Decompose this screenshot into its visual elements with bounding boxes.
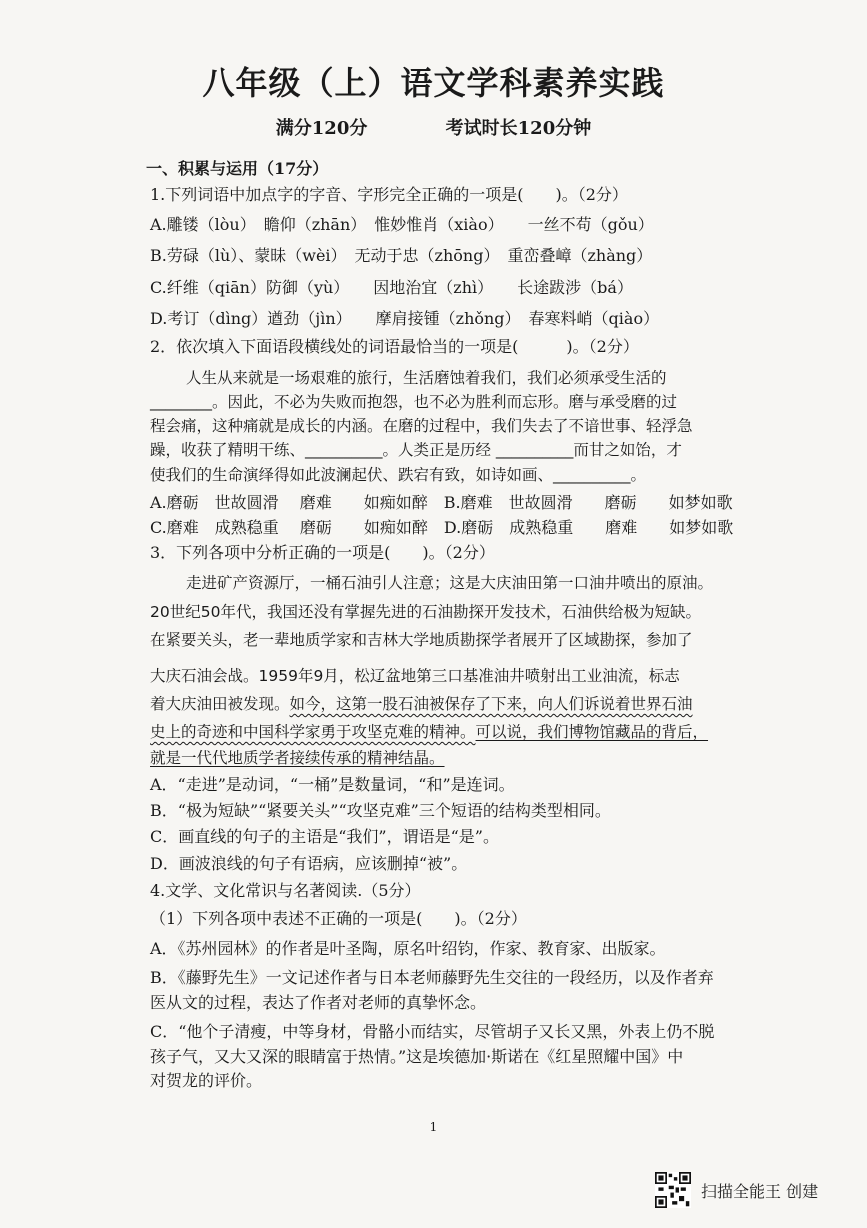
q3-option-a: A．“走进”是动词，“一桶”是数量词，“和”是连词。	[150, 775, 515, 794]
q1-option-b: B.劳碌（lù）、蒙昧（wèi） 无动于忠（zhōng） 重峦叠嶂（zhàng）	[150, 246, 653, 265]
q3-passage-line-2: 20世纪50年代，我国还没有掌握先进的石油勘探开发技术，石油供给极为短缺。	[150, 603, 701, 621]
q4-option-b-line-1: B．《藤野先生》一文记述作者与日本老师藤野先生交往的一段经历，以及作者弃	[150, 968, 714, 987]
q2-passage-line-3: 程会痛，这种痛就是成长的内涵。在磨的过程中，我们失去了不谙世事、轻浮急	[150, 417, 693, 435]
q1-option-c: C.纤维（qiān）防御（yù） 因地治宜（zhì） 长途跋涉（bá）	[150, 278, 633, 297]
q3-passage-line-7	[150, 746, 445, 768]
exam-title: 八年级（上）语文学科素养实践	[202, 64, 665, 102]
q2-passage-line-5: 使我们的生命演绎得如此波澜起伏、跌宕有致，如诗如画、__________。	[150, 466, 647, 484]
q4-option-a: A．《苏州园林》的作者是叶圣陶，原名叶绍钧，作家、教育家、出版家。	[150, 939, 666, 958]
q3-wavy-sentence-part-2: 史上的奇迹和中国科学家勇于攻坚克难的精神。	[150, 723, 476, 741]
q3-underlined-sentence-part-2: 就是一代代地质学者接续传承的精神结晶。	[150, 749, 445, 767]
q4-option-c-line-1: C．“他个子清瘦，中等身材，骨骼小而结实，尽管胡子又长又黑，外表上仍不脱	[150, 1022, 715, 1041]
q2-options-cd: C.磨难 成熟稳重 磨砺 如痴如醉 D.磨砺 成熟稳重 磨难 如梦如歌	[150, 518, 734, 537]
q3-stem: 3．下列各项中分析正确的一项是( )。（2分）	[150, 543, 495, 562]
q3-option-c: C．画直线的句子的主语是“我们”，谓语是“是”。	[150, 827, 499, 846]
scanner-watermark	[655, 1172, 818, 1208]
qr-code-icon	[655, 1172, 691, 1208]
q3-passage-line-5	[150, 692, 693, 714]
q2-passage-line-2: ________。因此，不必为失败而抱怨，也不必为胜利而忘形。磨与承受磨的过	[150, 393, 678, 411]
q4-sub1-stem: （1）下列各项中表述不正确的一项是( )。（2分）	[150, 909, 527, 928]
q1-stem: 1.下列词语中加点字的字音、字形完全正确的一项是( )。（2分）	[150, 185, 628, 204]
q3-passage-line-4: 大庆石油会战。1959年9月，松辽盆地第三口基准油井喷射出工业油流，标志	[150, 667, 680, 685]
watermark-text: 扫描全能王 创建	[701, 1181, 819, 1201]
q3-wavy-sentence-part-1: 如今，这第一股石油被保存了下来，向人们诉说着世界石油	[289, 695, 693, 713]
q4-stem: 4.文学、文化常识与名著阅读.（5分）	[150, 881, 421, 900]
page-number: 1	[429, 1120, 438, 1134]
full-score: 满分120分	[275, 118, 368, 139]
q1-option-a: A.雕镂（lòu） 瞻仰（zhān） 惟妙惟肖（xiào） 一丝不苟（gǒu）	[150, 215, 654, 234]
q2-passage-line-4: 躁，收获了精明干练、__________。人类正是历经 __________而甘之如饴，才	[150, 441, 682, 459]
q3-passage-line-6	[150, 720, 708, 742]
exam-subtitle	[0, 114, 867, 140]
q3-option-b: B．“极为短缺”“紧要关头”“攻坚克难”三个短语的结构类型相同。	[150, 801, 611, 820]
q1-option-d: D.考订（dìng）遒劲（jìn） 摩肩接锺（zhǒng） 春寒料峭（qiào）	[150, 309, 660, 328]
q4-option-c-line-2: 孩子气，又大又深的眼睛富于热情。”这是埃德加·斯诺在《红星照耀中国》中	[150, 1047, 684, 1066]
q4-option-b-line-2: 医从文的过程，表达了作者对老师的真挚怀念。	[150, 993, 487, 1012]
q3-passage-line-3: 在紧要关头，老一辈地质学家和吉林大学地质勘探学者展开了区域勘探，参加了	[150, 631, 693, 649]
exam-duration: 考试时长120分钟	[445, 118, 592, 139]
q2-options-ab: A.磨砺 世故圆滑 磨难 如痴如醉 B.磨难 世故圆滑 磨砺 如梦如歌	[150, 493, 733, 512]
q3-underlined-sentence-part-1: 可以说，我们博物馆藏品的背后，	[475, 723, 709, 741]
q3-option-d: D．画波浪线的句子有语病，应该删掉“被”。	[150, 854, 468, 873]
q3-passage-line-1: 走进矿产资源厅，一桶石油引人注意；这是大庆油田第一口油井喷出的原油。	[186, 574, 714, 592]
section-heading: 一、积累与运用（17分）	[146, 159, 329, 178]
q4-option-c-line-3: 对贺龙的评价。	[150, 1071, 263, 1090]
q2-stem: 2．依次填入下面语段横线处的词语最恰当的一项是( )。（2分）	[150, 337, 639, 356]
q3-passage-line-5-plain: 着大庆油田被发现。	[150, 695, 290, 713]
q2-passage-line-1: 人生从来就是一场艰难的旅行，生活磨蚀着我们，我们必须承受生活的	[186, 369, 667, 387]
